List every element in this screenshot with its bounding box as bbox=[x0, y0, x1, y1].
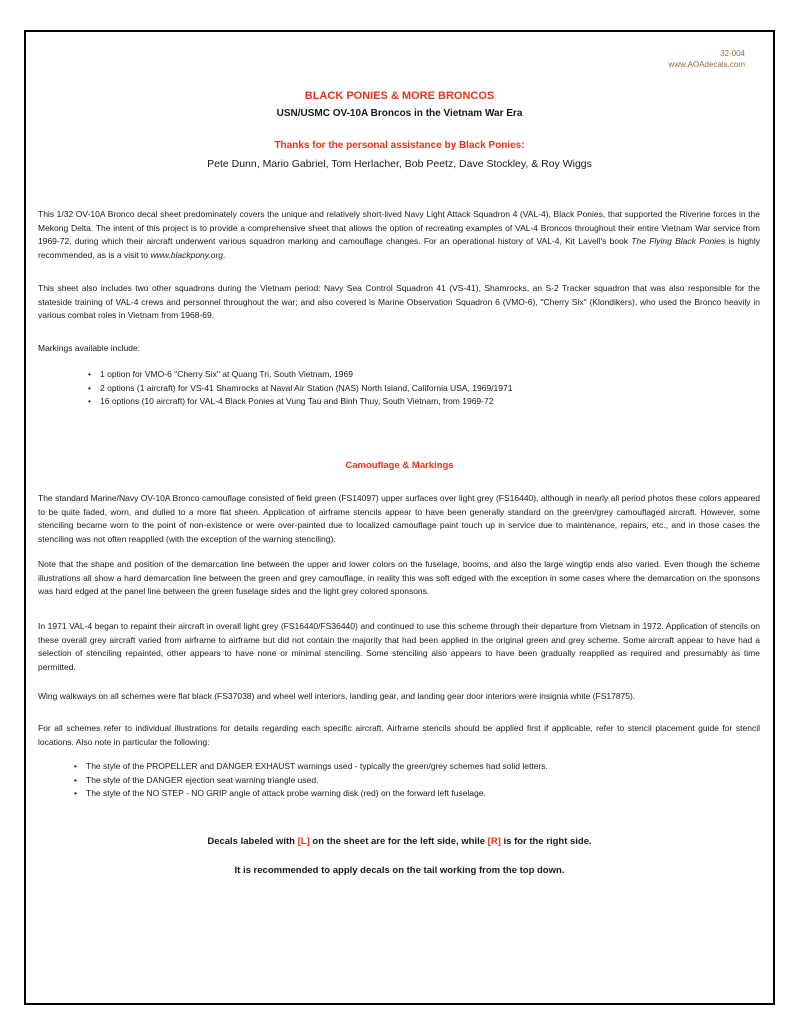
product-code: 32-004 bbox=[720, 49, 745, 58]
page-border bbox=[24, 30, 775, 1005]
book-title: The Flying Black Ponies bbox=[631, 236, 726, 246]
bullet-icon: • bbox=[88, 369, 91, 379]
list-item: • 1 option for VMO-6 "Cherry Six" at Quang Tri, South Vietnam, 1969 bbox=[100, 368, 512, 382]
thanks-heading: Thanks for the personal assistance by Black Ponies: bbox=[274, 140, 525, 151]
list-item: • 16 options (10 aircraft) for VAL-4 Black Ponies at Vung Tau and Binh Thuy, South Vietnam, from 1969-72 bbox=[100, 395, 512, 409]
thanks-names: Pete Dunn, Mario Gabriel, Tom Herlacher, Bob Peetz, Dave Stockley, & Roy Wiggs bbox=[207, 158, 592, 170]
camo-paragraph-2: Note that the shape and position of the demarcation line between the upper and lower colors on the fuselage, booms, and also the large wingtip ends also varied. Even though the scheme illustrations all show a hard demarcation line between the green and grey camouflage, in reality this was soft edged with the exception in some cases where the demarcation on the sponsons was hard edged at the panel line between the green fuselage sides and the light grey colored sponsons. bbox=[38, 559, 760, 596]
bullet-icon: • bbox=[88, 396, 91, 406]
stencil-notes-list bbox=[74, 760, 548, 801]
list-item: • The style of the PROPELLER and DANGER EXHAUST warnings used - typically the green/grey schemes had solid letters. bbox=[86, 760, 548, 774]
page-title: BLACK PONIES & MORE BRONCOS bbox=[304, 90, 495, 102]
list-item: • The style of the DANGER ejection seat warning triangle used. bbox=[86, 774, 548, 788]
camo-paragraph-3: In 1971 VAL-4 began to repaint their aircraft in overall light grey (FS16440/FS36440) and continued to use this scheme through their departure from Vietnam in 1972. Application of stencils on these overall grey aircraft varied from airframe to airframe but did not contain the majority that had been applied in the original green and grey scheme. Some aircraft appear to have had a selection of stenciling repainted, other appears to have none or minimal stenciling. Some stenciling also appears to have been gradually reapplied as required and presumably as time permitted. bbox=[38, 621, 760, 672]
section-heading-camouflage: Camouflage & Markings bbox=[345, 460, 454, 471]
bullet-icon: • bbox=[74, 761, 77, 771]
tail-application-note: It is recommended to apply decals on the tail working from the top down. bbox=[234, 865, 565, 876]
header-reference bbox=[669, 48, 745, 70]
decal-side-note: Decals labeled with [L] on the sheet are for the left side, while [R] is for the right side. bbox=[207, 836, 592, 847]
list-item: • The style of the NO STEP - NO GRIP angle of attack probe warning disk (red) on the forward left fuselage. bbox=[86, 787, 548, 801]
bullet-icon: • bbox=[74, 774, 77, 785]
page-subtitle: USN/USMC OV-10A Broncos in the Vietnam War Era bbox=[276, 108, 523, 119]
markings-list bbox=[88, 368, 513, 409]
bullet-icon: • bbox=[74, 788, 77, 798]
left-tag: [L] bbox=[297, 836, 310, 847]
right-tag: [R] bbox=[487, 836, 501, 847]
list-item: • 2 options (1 aircraft) for VS-41 Shamrocks at Naval Air Station (NAS) North Island, California USA, 1969/1971 bbox=[100, 382, 512, 396]
website-link[interactable]: www.AOAdecals.com bbox=[668, 60, 745, 69]
bullet-icon: • bbox=[88, 382, 91, 393]
camo-paragraph-4: Wing walkways on all schemes were flat black (FS37038) and wheel well interiors, landing gear, and landing gear door interiors were insignia white (FS17875). bbox=[38, 691, 636, 701]
camo-paragraph-1: The standard Marine/Navy OV-10A Bronco camouflage consisted of field green (FS14097) upper surfaces over light grey (FS16440), although in nearly all period photos these colors appeared to be quite faded, worn, and dulled to a more flat sheen. Application of airframe stencils appear to have been generally standard on the green/grey camouflaged aircraft. However, some stenciling became worn to the point of non-existence or were over-painted due to localized camouflage paint touch up in service due to maintenance, repairs, etc., and in those cases the stenciling was not often reapplied (with the exception of the warning stenciling). bbox=[38, 493, 760, 544]
camo-paragraph-5: For all schemes refer to individual illustrations for details regarding each specific aircraft. Airframe stencils should be applied first if applicable, refer to stencil placement guide for stencil locations. Also note in particular the following: bbox=[38, 723, 760, 747]
squadrons-paragraph: This sheet also includes two other squadrons during the Vietnam period: Navy Sea Control Squadron 41 (VS-41), Shamrocks, an S-2 Tracker squadron that was also responsible for the stateside training of VAL-4 crews and personnel throughout the war; and also covered is Marine Observation Squadron 6 (VMO-6), "Cherry Six" (Klondikers), who used the Bronco heavily in various combat roles in Vietnam from 1968-69. bbox=[38, 283, 760, 320]
intro-paragraph: This 1/32 OV-10A Bronco decal sheet predominately covers the unique and relatively short-lived Navy Light Attack Squadron 4 (VAL-4), Black Ponies, that supported the Riverine forces in the Mekong Delta. The intent of this project is to provide a comprehensive sheet that allows the option of recreating examples of VAL-4 Broncos throughout their entire Vietnam War service from 1969-72, during which their aircraft underwent various squadron marking and camouflage changes. For an operational history of VAL-4, Kit Lavell's book The Flying Black Ponies is highly recommended, as is a visit to www.blackpony.org. bbox=[38, 209, 761, 260]
markings-intro: Markings available include: bbox=[38, 343, 141, 353]
website-reference[interactable]: www.blackpony.org bbox=[150, 249, 224, 260]
